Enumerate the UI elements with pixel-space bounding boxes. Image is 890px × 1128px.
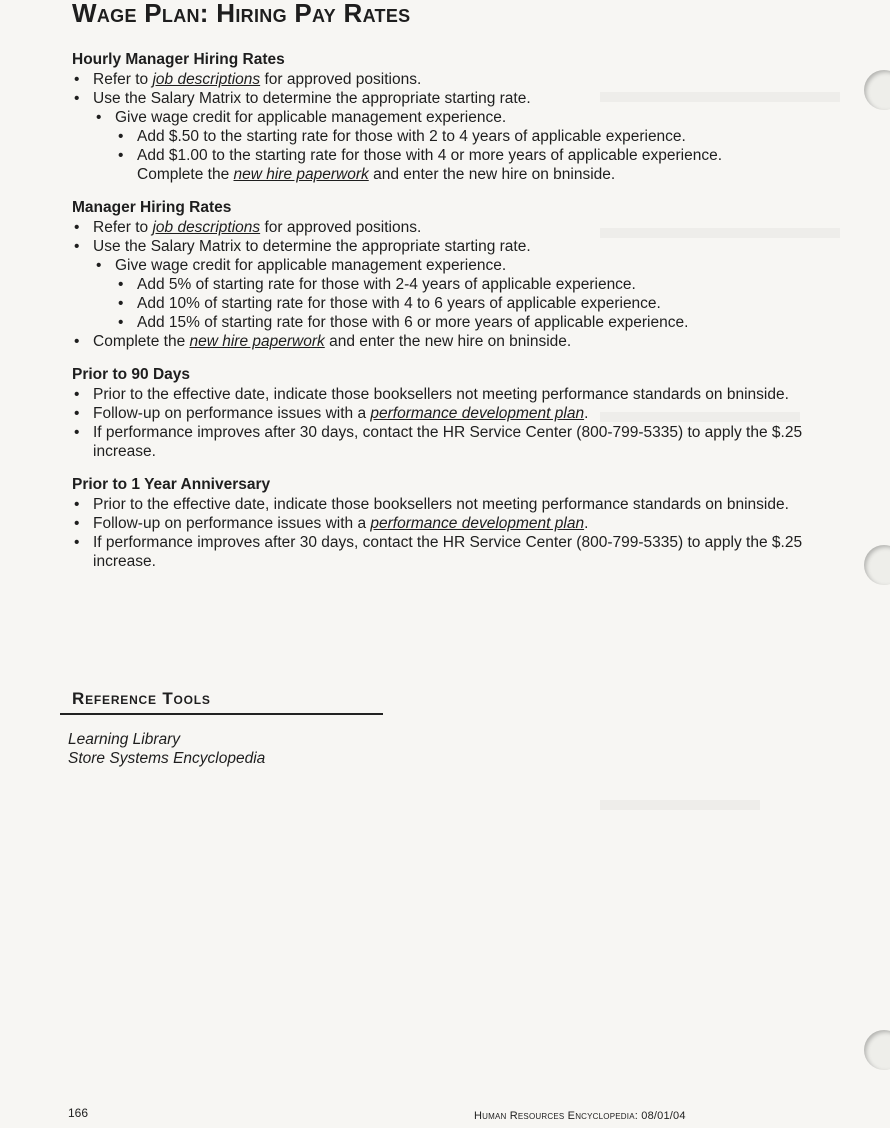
list-item — [72, 127, 832, 146]
bullet-icon: • — [118, 295, 124, 312]
section-heading: Prior to 90 Days — [72, 366, 191, 383]
bullet-list — [72, 385, 832, 461]
reference-item[interactable]: Store Systems Encyclopedia — [68, 750, 266, 767]
content-body — [72, 50, 832, 585]
item-text: Complete the — [93, 333, 190, 350]
item-text: Follow-up on performance issues with a — [93, 405, 371, 422]
list-item — [72, 70, 832, 89]
bullet-icon: • — [74, 496, 80, 513]
bullet-list — [72, 70, 832, 184]
bullet-icon: • — [118, 276, 124, 293]
item-text: Add 5% of starting rate for those with 2-4 years of applicable experience. — [137, 276, 636, 293]
bullet-icon: • — [118, 128, 124, 145]
bullet-icon: • — [74, 424, 80, 441]
page-number: 166 — [68, 1106, 89, 1120]
document-link[interactable]: new hire paperwork — [233, 166, 369, 183]
bullet-icon: • — [74, 219, 80, 236]
reference-item[interactable]: Learning Library — [68, 731, 181, 748]
bullet-icon: • — [74, 386, 80, 403]
list-item — [72, 256, 832, 275]
page-title: Wage Plan: Hiring Pay Rates — [72, 0, 411, 28]
item-text: Give wage credit for applicable management experience. — [115, 257, 507, 274]
list-item — [72, 423, 832, 461]
item-text: . — [584, 515, 589, 532]
reference-tools-list — [68, 730, 265, 768]
section — [72, 198, 832, 351]
item-text: Use the Salary Matrix to determine the appropriate starting rate. — [93, 90, 531, 107]
section — [72, 365, 832, 461]
item-text: Refer to — [93, 219, 153, 236]
list-item — [72, 146, 832, 165]
bullet-icon: • — [74, 71, 80, 88]
list-item — [72, 108, 832, 127]
item-text: for approved positions. — [260, 219, 422, 236]
document-link[interactable]: job descriptions — [152, 219, 261, 236]
bullet-list — [72, 495, 832, 571]
list-item — [72, 237, 832, 256]
binder-hole — [864, 1030, 890, 1070]
document-link[interactable]: performance development plan — [370, 515, 585, 532]
binder-hole — [864, 70, 890, 110]
item-text: Prior to the effective date, indicate those booksellers not meeting performance standards on bninside. — [93, 496, 789, 513]
list-item — [72, 165, 832, 184]
bullet-icon: • — [118, 147, 124, 164]
item-text: Add $1.00 to the starting rate for those with 4 or more years of applicable experience. — [137, 147, 723, 164]
reference-tools-heading: Reference Tools — [60, 689, 383, 715]
section — [72, 50, 832, 184]
item-text: Add $.50 to the starting rate for those with 2 to 4 years of applicable experience. — [137, 128, 686, 145]
list-item — [72, 332, 832, 351]
section — [72, 475, 832, 571]
list-item — [72, 533, 832, 571]
section-heading: Hourly Manager Hiring Rates — [72, 51, 285, 68]
list-item — [72, 385, 832, 404]
list-item — [72, 313, 832, 332]
bullet-icon: • — [74, 534, 80, 551]
bullet-icon: • — [96, 109, 102, 126]
item-text: Follow-up on performance issues with a — [93, 515, 371, 532]
document-link[interactable]: performance development plan — [370, 405, 585, 422]
bullet-icon: • — [74, 405, 80, 422]
document-link[interactable]: job descriptions — [152, 71, 261, 88]
list-item — [72, 495, 832, 514]
list-item — [72, 275, 832, 294]
item-text: Add 10% of starting rate for those with 4 to 6 years of applicable experience. — [137, 295, 661, 312]
list-item — [72, 89, 832, 108]
bullet-icon: • — [96, 257, 102, 274]
bullet-icon: • — [74, 515, 80, 532]
item-text: . — [584, 405, 589, 422]
footer-publication: Human Resources Encyclopedia: 08/01/04 — [474, 1110, 686, 1122]
item-text: for approved positions. — [260, 71, 422, 88]
item-text: Prior to the effective date, indicate those booksellers not meeting performance standards on bninside. — [93, 386, 789, 403]
bullet-icon: • — [118, 314, 124, 331]
bullet-list — [72, 218, 832, 351]
bullet-icon: • — [74, 333, 80, 350]
list-item — [72, 218, 832, 237]
section-heading: Prior to 1 Year Anniversary — [72, 476, 271, 493]
list-item — [72, 404, 832, 423]
binder-hole — [864, 545, 890, 585]
list-item — [72, 514, 832, 533]
item-text: Use the Salary Matrix to determine the appropriate starting rate. — [93, 238, 531, 255]
item-text: and enter the new hire on bninside. — [324, 333, 572, 350]
bullet-icon: • — [74, 90, 80, 107]
bullet-icon: • — [74, 238, 80, 255]
document-link[interactable]: new hire paperwork — [189, 333, 325, 350]
item-text: Add 15% of starting rate for those with 6 or more years of applicable experience. — [137, 314, 689, 331]
item-text: If performance improves after 30 days, contact the HR Service Center (800-799-5335) to apply the $.25 increase. — [93, 534, 803, 570]
item-text: If performance improves after 30 days, contact the HR Service Center (800-799-5335) to apply the $.25 increase. — [93, 424, 803, 460]
item-text: and enter the new hire on bninside. — [368, 166, 616, 183]
list-item — [72, 294, 832, 313]
section-heading: Manager Hiring Rates — [72, 199, 232, 216]
item-text: Give wage credit for applicable management experience. — [115, 109, 507, 126]
item-text: Complete the — [137, 166, 234, 183]
item-text: Refer to — [93, 71, 153, 88]
